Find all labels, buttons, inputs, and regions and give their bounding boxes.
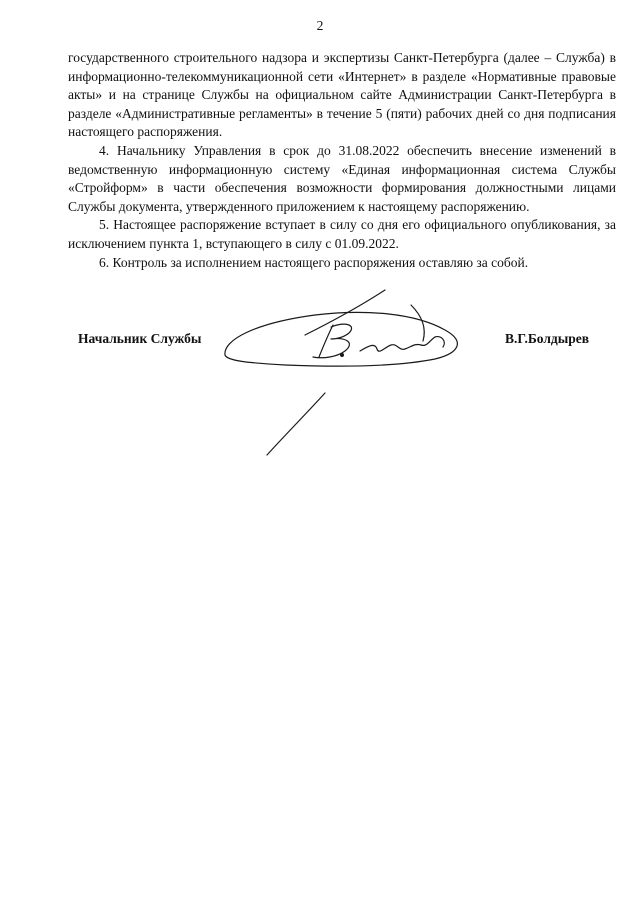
page-number: 2 xyxy=(316,18,324,33)
paragraph-item-6: 6. Контроль за исполнением настоящего распоряжения оставляю за собой. xyxy=(99,254,529,270)
paragraph-item-4: 4. Начальнику Управления в срок до 31.08.2022 обеспечить внесение изменений в ведомственную информационную систему «Единая информационная система Службы «Стройформ» в части обеспечения возможности формирования должностными лицами Службы документа, утвержденного приложением к настоящему распоряжению. xyxy=(68,142,616,214)
paragraph-item-5: 5. Настоящее распоряжение вступает в силу со дня его официального опубликования, за исключением пункта 1, вступающего в силу с 01.09.2022. xyxy=(68,217,616,251)
paragraph-continuation: государственного строительного надзора и экспертизы Санкт-Петербурга (далее – Служба) в информационно-телекоммуникационной сети «Интернет» в разделе «Нормативные правовые акты» и на странице Службы на официальном сайте Администрации Санкт-Петербурга в разделе «Административные регламенты» в течение 5 (пяти) рабочих дней со дня подписания настоящего распоряжения. xyxy=(68,50,616,140)
handwritten-signature xyxy=(215,285,485,465)
signatory-position: Начальник Службы xyxy=(78,331,202,346)
document-body xyxy=(68,49,616,272)
signatory-name: В.Г.Болдырев xyxy=(505,331,590,346)
